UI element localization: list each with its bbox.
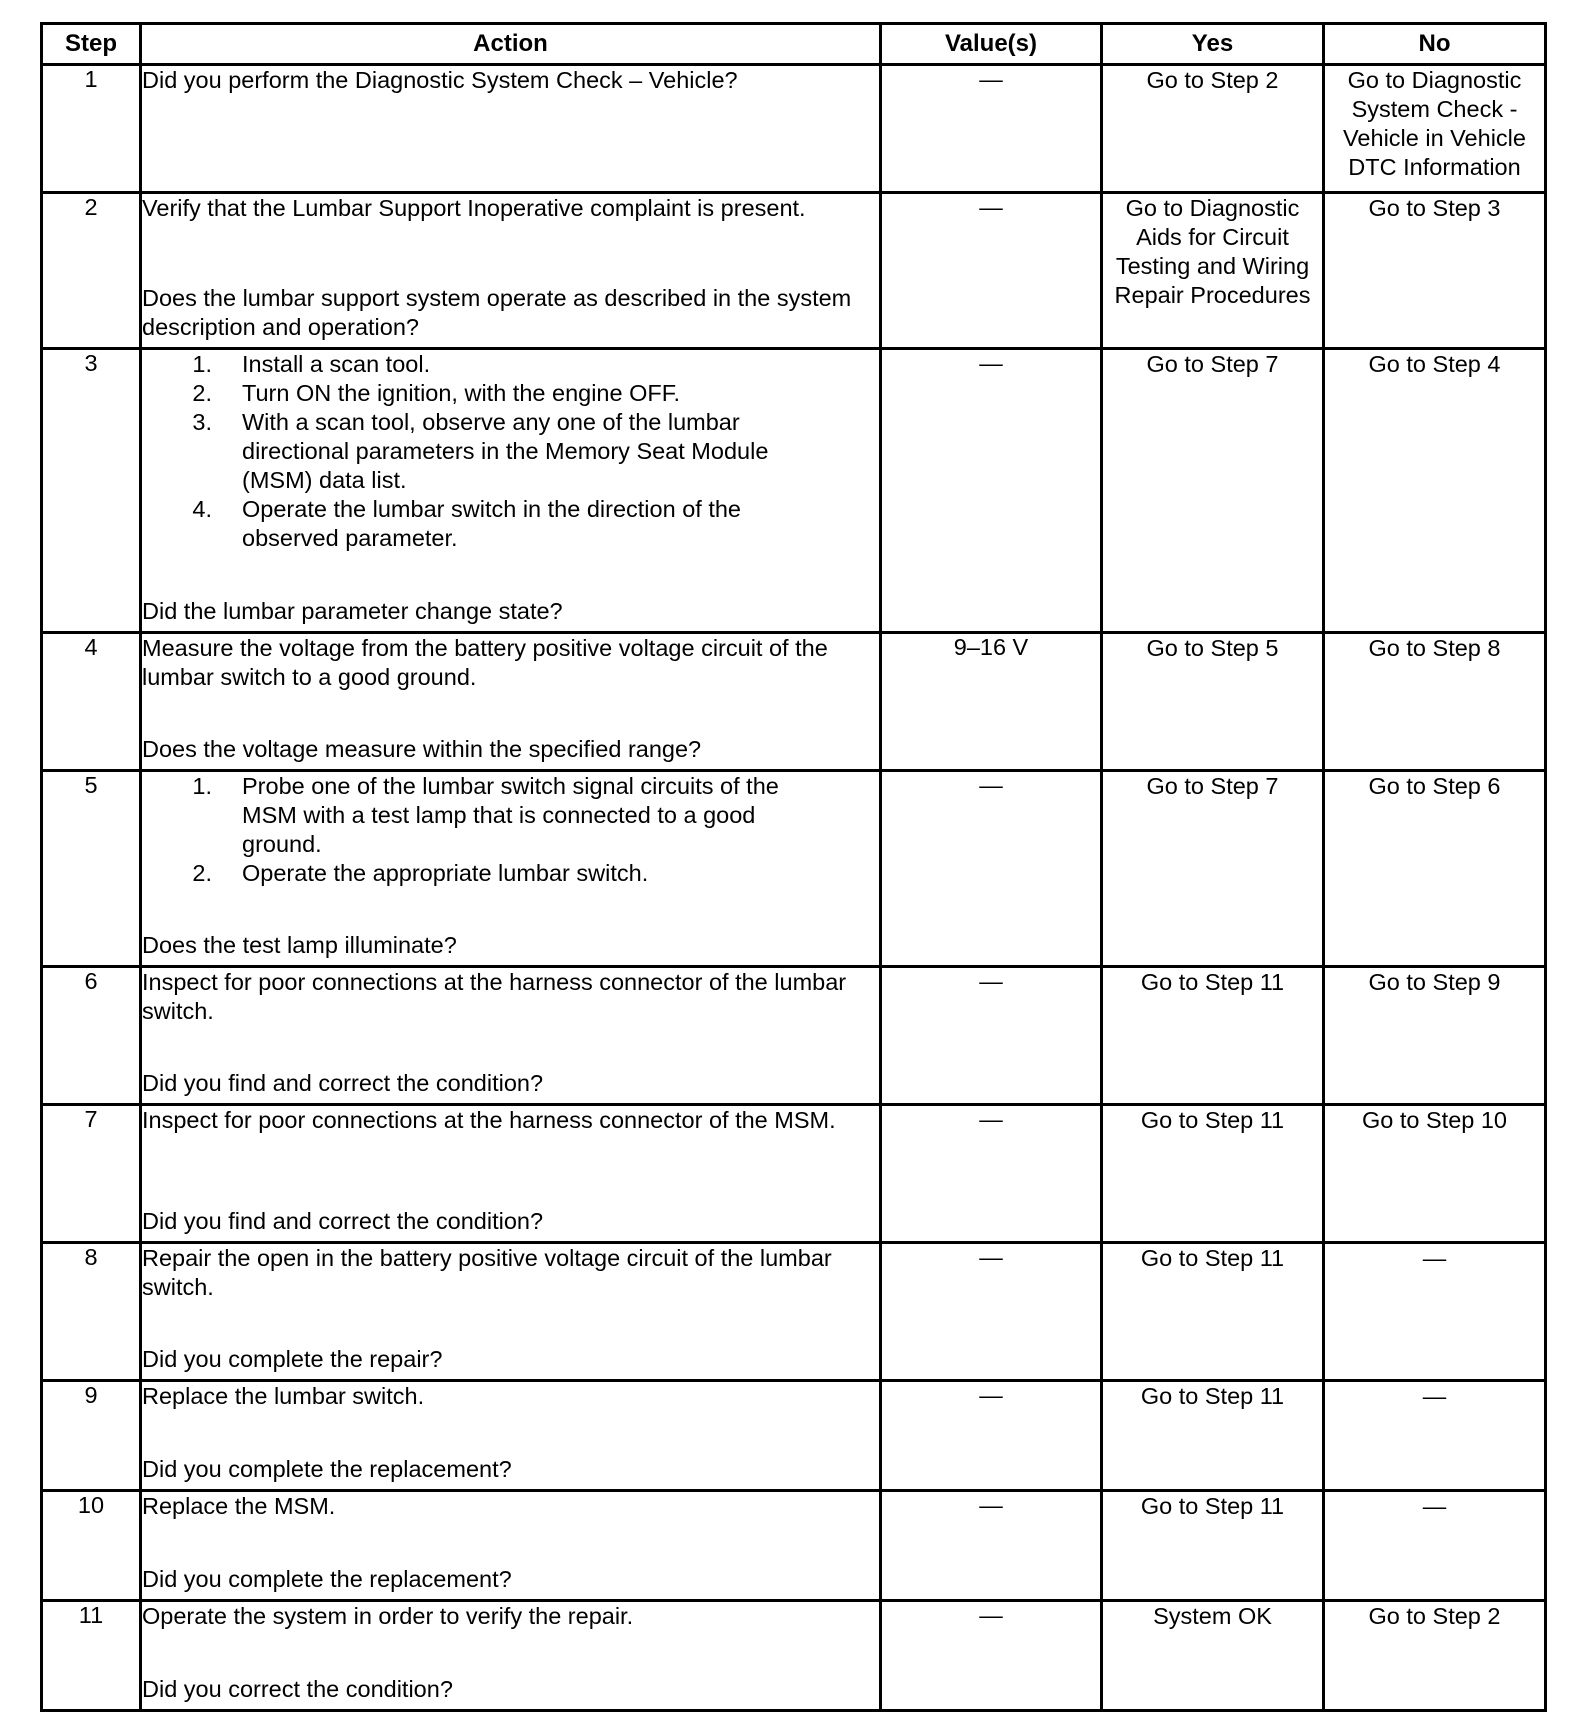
list-item	[142, 350, 879, 379]
list-item	[142, 859, 879, 888]
table-row	[42, 1491, 1546, 1601]
action-text: Measure the voltage from the battery positive voltage circuit of the lumbar switch to a good ground.	[142, 635, 835, 690]
action-question: Did you find and correct the condition?	[142, 1208, 544, 1234]
no-cell	[1324, 771, 1546, 967]
table-row	[42, 1105, 1546, 1243]
action-cell	[141, 1381, 881, 1491]
no-text: Go to Diagnostic System Check - Vehicle in Vehicle DTC Information	[1343, 67, 1526, 180]
no-cell	[1324, 1601, 1546, 1711]
list-item	[142, 772, 879, 859]
list-item-text: Operate the lumbar switch in the direction of the observed parameter.	[242, 496, 741, 551]
list-item-text: With a scan tool, observe any one of the lumbar directional parameters in the Memory Seat Module (MSM) data list.	[242, 409, 769, 493]
no-text: —	[1422, 1493, 1447, 1519]
header-row	[42, 24, 1546, 65]
step-cell: 9	[42, 1381, 141, 1491]
step-cell: 6	[42, 967, 141, 1105]
action-question: Did you correct the condition?	[142, 1676, 453, 1702]
yes-cell	[1102, 1105, 1324, 1243]
yes-text: Go to Step 5	[1146, 635, 1279, 661]
action-question: Did you complete the replacement?	[142, 1456, 512, 1482]
step-cell: 11	[42, 1601, 141, 1711]
list-item-number: 4.	[192, 496, 212, 522]
table-row	[42, 771, 1546, 967]
action-text: Replace the lumbar switch.	[142, 1383, 425, 1409]
value-cell: —	[881, 967, 1102, 1105]
table-row	[42, 1381, 1546, 1491]
step-cell: 5	[42, 771, 141, 967]
no-text: Go to Step 4	[1368, 351, 1501, 377]
list-item-number: 2.	[192, 380, 212, 406]
yes-text: Go to Step 2	[1146, 67, 1279, 93]
header-step: Step	[42, 24, 141, 65]
no-cell	[1324, 1243, 1546, 1381]
yes-text: Go to Diagnostic Aids for Circuit Testing and Wiring Repair Procedures	[1114, 195, 1311, 308]
yes-text: Go to Step 11	[1140, 1383, 1285, 1409]
action-question: Does the test lamp illuminate?	[142, 932, 457, 958]
yes-cell	[1102, 349, 1324, 633]
no-text: —	[1422, 1383, 1447, 1409]
no-cell	[1324, 633, 1546, 771]
step-cell: 10	[42, 1491, 141, 1601]
no-text: Go to Step 6	[1368, 773, 1501, 799]
table-row	[42, 349, 1546, 633]
no-text: Go to Step 10	[1361, 1107, 1508, 1133]
value-cell: —	[881, 1381, 1102, 1491]
list-item-text: Install a scan tool.	[242, 351, 431, 377]
step-cell: 7	[42, 1105, 141, 1243]
value-cell: —	[881, 1601, 1102, 1711]
yes-cell	[1102, 65, 1324, 193]
list-item-number: 1.	[192, 773, 212, 799]
yes-cell	[1102, 633, 1324, 771]
yes-text: Go to Step 7	[1146, 351, 1279, 377]
value-cell: —	[881, 193, 1102, 349]
action-cell	[141, 349, 881, 633]
yes-cell	[1102, 771, 1324, 967]
list-item	[142, 495, 879, 553]
value-cell: 9–16 V	[881, 633, 1102, 771]
step-cell: 2	[42, 193, 141, 349]
list-item	[142, 379, 879, 408]
action-cell	[141, 1105, 881, 1243]
table-body	[42, 65, 1546, 1711]
yes-cell	[1102, 1381, 1324, 1491]
no-text: Go to Step 2	[1368, 1603, 1501, 1629]
action-text: Did you perform the Diagnostic System Check – Vehicle?	[142, 67, 738, 93]
step-cell: 3	[42, 349, 141, 633]
no-cell	[1324, 65, 1546, 193]
yes-cell	[1102, 1601, 1324, 1711]
table-row	[42, 193, 1546, 349]
list-item	[142, 408, 879, 495]
header-yes: Yes	[1102, 24, 1324, 65]
table-row	[42, 1243, 1546, 1381]
action-text: Repair the open in the battery positive voltage circuit of the lumbar switch.	[142, 1245, 839, 1300]
action-cell	[141, 193, 881, 349]
value-cell: —	[881, 65, 1102, 193]
action-cell	[141, 65, 881, 193]
table-row	[42, 1601, 1546, 1711]
action-text: Inspect for poor connections at the harness connector of the lumbar switch.	[142, 969, 853, 1024]
action-text: Verify that the Lumbar Support Inoperative complaint is present.	[142, 195, 806, 221]
value-cell: —	[881, 349, 1102, 633]
no-text: Go to Step 3	[1368, 195, 1501, 221]
action-question: Does the lumbar support system operate as described in the system description and operation?	[142, 285, 852, 340]
diagnostic-table	[40, 22, 1547, 1712]
value-cell: —	[881, 1491, 1102, 1601]
list-item-text: Probe one of the lumbar switch signal circuits of the MSM with a test lamp that is connected to a good ground.	[242, 773, 779, 857]
no-cell	[1324, 1105, 1546, 1243]
yes-text: System OK	[1153, 1603, 1272, 1629]
yes-text: Go to Step 11	[1140, 969, 1285, 995]
action-cell	[141, 1243, 881, 1381]
no-cell	[1324, 349, 1546, 633]
action-cell	[141, 1601, 881, 1711]
action-question: Did the lumbar parameter change state?	[142, 598, 563, 624]
header-values: Value(s)	[881, 24, 1102, 65]
table-row	[42, 633, 1546, 771]
yes-text: Go to Step 11	[1140, 1245, 1285, 1271]
action-cell	[141, 633, 881, 771]
action-cell	[141, 771, 881, 967]
yes-cell	[1102, 1491, 1324, 1601]
list-item-number: 1.	[192, 351, 212, 377]
action-question: Did you complete the replacement?	[142, 1566, 512, 1592]
yes-text: Go to Step 11	[1140, 1107, 1285, 1133]
action-question: Does the voltage measure within the specified range?	[142, 736, 702, 762]
list-item-number: 3.	[192, 409, 212, 435]
value-cell: —	[881, 1243, 1102, 1381]
value-cell: —	[881, 771, 1102, 967]
no-cell	[1324, 967, 1546, 1105]
action-text: Inspect for poor connections at the harness connector of the MSM.	[142, 1107, 836, 1133]
yes-cell	[1102, 193, 1324, 349]
table-row	[42, 65, 1546, 193]
action-step-list	[142, 350, 879, 553]
action-text: Replace the MSM.	[142, 1493, 336, 1519]
no-cell	[1324, 1491, 1546, 1601]
yes-text: Go to Step 7	[1146, 773, 1279, 799]
list-item-text: Turn ON the ignition, with the engine OFF.	[242, 380, 681, 406]
no-text: Go to Step 8	[1368, 635, 1501, 661]
yes-cell	[1102, 967, 1324, 1105]
no-cell	[1324, 1381, 1546, 1491]
step-cell: 8	[42, 1243, 141, 1381]
action-question: Did you complete the repair?	[142, 1346, 443, 1372]
action-cell	[141, 1491, 881, 1601]
no-cell	[1324, 193, 1546, 349]
step-cell: 4	[42, 633, 141, 771]
action-step-list	[142, 772, 879, 888]
action-cell	[141, 967, 881, 1105]
value-cell: —	[881, 1105, 1102, 1243]
action-question: Did you find and correct the condition?	[142, 1070, 544, 1096]
table-row	[42, 967, 1546, 1105]
action-text: Operate the system in order to verify the repair.	[142, 1603, 634, 1629]
yes-cell	[1102, 1243, 1324, 1381]
header-action: Action	[141, 24, 881, 65]
no-text: —	[1422, 1245, 1447, 1271]
list-item-number: 2.	[192, 860, 212, 886]
no-text: Go to Step 9	[1368, 969, 1501, 995]
step-cell: 1	[42, 65, 141, 193]
list-item-text: Operate the appropriate lumbar switch.	[242, 860, 649, 886]
header-no: No	[1324, 24, 1546, 65]
yes-text: Go to Step 11	[1140, 1493, 1285, 1519]
